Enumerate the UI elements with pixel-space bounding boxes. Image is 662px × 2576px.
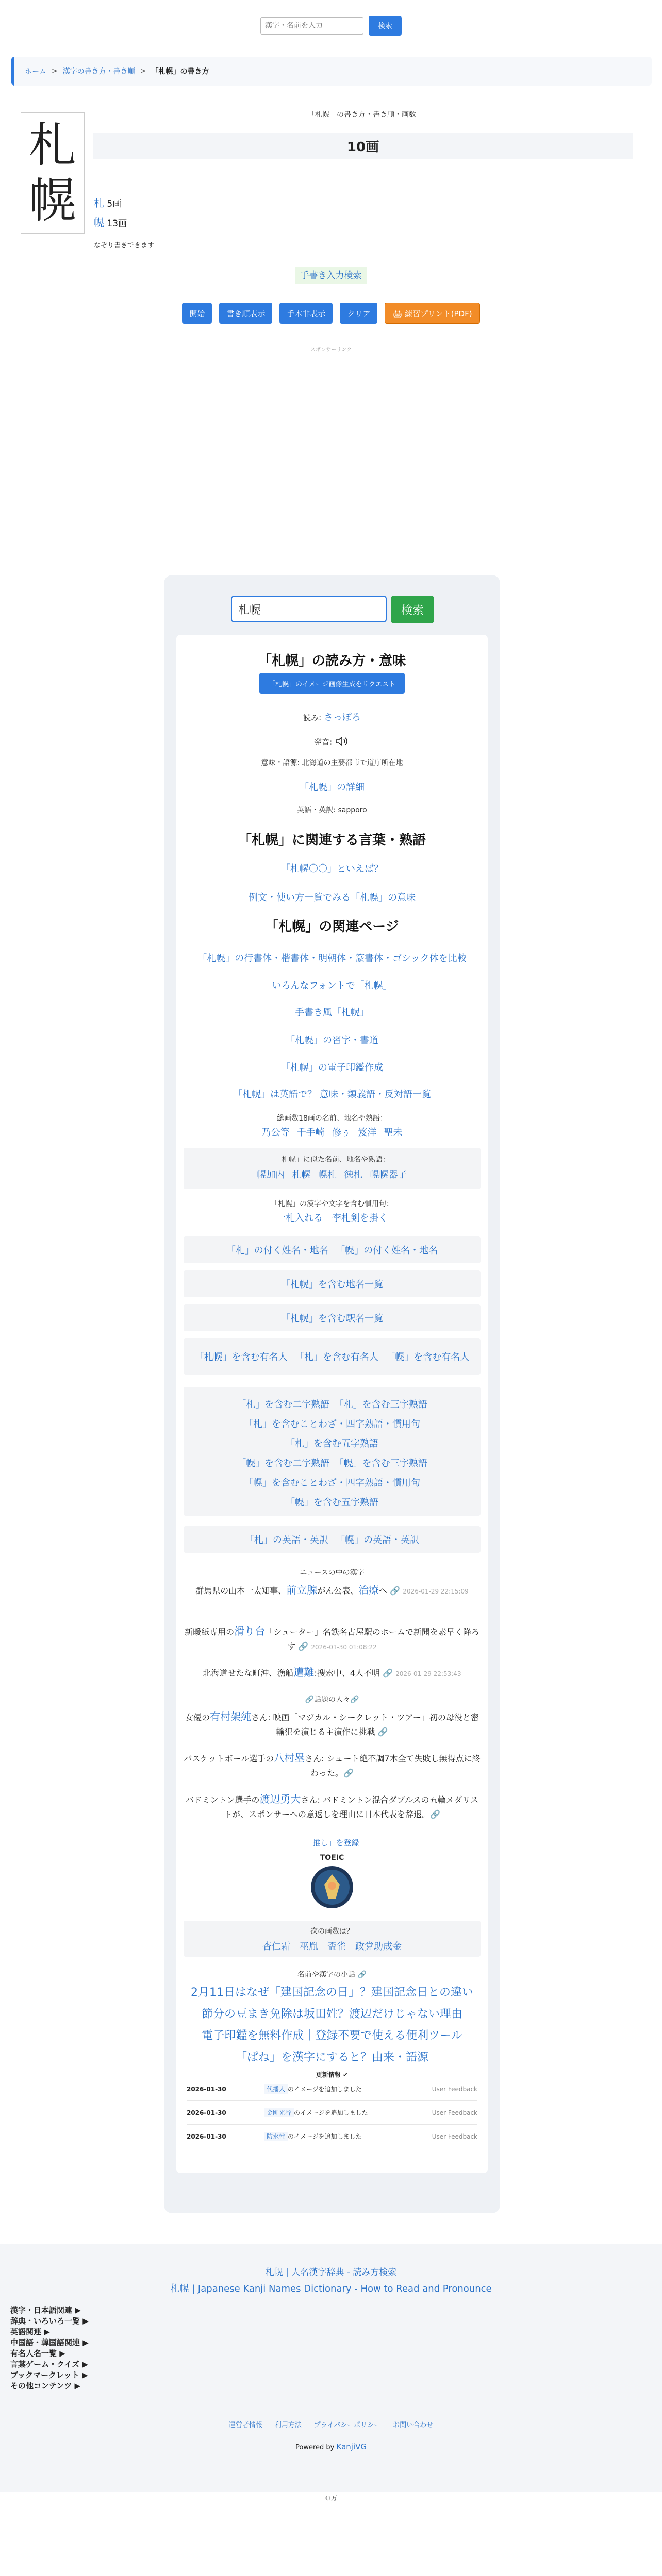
novel-link[interactable]: 「ぱね」を漢字にすると？由来・語源 [235, 2051, 428, 2064]
reading-label: 読み: [303, 713, 322, 722]
pages-title: 「札幌」の関連ページ [265, 919, 399, 935]
sponsor-label: スポンサーリンク [310, 347, 352, 353]
people-link[interactable]: 有村架純 [210, 1710, 252, 1723]
image-request-button[interactable]: 「札幌」のイメージ画像生成をリクエスト [259, 673, 405, 694]
powered-link[interactable]: KanjiVG [336, 2442, 367, 2451]
jukugo-link[interactable]: 「札」を含む二字熟語 [237, 1399, 330, 1410]
meaning: 意味・語源: 北海道の主要都市で道庁所在地 [261, 759, 403, 767]
page-link[interactable]: 「札幌」の行書体・楷書体・明朝体・篆書体・ゴシック体を比較 [197, 953, 467, 964]
result-card [176, 635, 488, 2173]
top-search-bar [0, 0, 662, 52]
start-button[interactable]: 開始 [182, 303, 212, 324]
similar-link[interactable]: 徳札 [344, 1170, 363, 1180]
name-link[interactable]: 修ぅ [332, 1127, 351, 1138]
top-search-button[interactable]: 検索 [369, 16, 402, 36]
english-link[interactable]: 「札」の英語・英訳 [244, 1535, 328, 1546]
update-desc: のイメージを追加しました [294, 2109, 368, 2116]
famous-row [184, 1350, 481, 1363]
people-link[interactable]: 八村塁 [274, 1752, 305, 1764]
jukugo-link[interactable]: 「札」を含む五字熟語 [286, 1438, 378, 1449]
update-row [187, 2101, 477, 2125]
famous-link[interactable]: 「札」を含む有名人 [295, 1352, 378, 1363]
powered-label: Powered by [295, 2444, 335, 2451]
news-timestamp: 2026-01-30 01:08:22 [311, 1643, 377, 1651]
footer-link-privacy[interactable]: プライバシーポリシー [313, 2421, 381, 2429]
footer-links [0, 2419, 662, 2429]
kanji-link-1[interactable]: 札 [94, 197, 104, 209]
news-keyword-link[interactable]: 前立腺 [286, 1584, 318, 1596]
reading-link[interactable]: さっぽろ [323, 712, 361, 723]
stroke-total: 10画 [93, 133, 633, 159]
news-item [184, 1665, 481, 1681]
english: 英語・英訳: sapporo [297, 806, 367, 815]
card-search-input[interactable] [231, 596, 387, 622]
name-link[interactable]: 乃公等 [261, 1127, 290, 1138]
people-text: 女優の [185, 1713, 210, 1722]
station-list-link[interactable]: 「札幌」を含む駅名一覧 [281, 1313, 383, 1324]
kanji-count-2: 13画 [107, 218, 127, 229]
people-label: 🔗話題の人々🔗 [305, 1696, 359, 1704]
page-link-row [176, 1033, 488, 1046]
reading-title: 「札幌」の読み方・意味 [258, 653, 406, 669]
jukugo-link[interactable]: 「幌」を含む三字熟語 [334, 1458, 427, 1469]
breadcrumb-list[interactable]: 漢字の書き方・書き順 [62, 67, 135, 76]
powered-by [0, 2442, 662, 2451]
people-text: さん: シュート絶不調7本全て失敗し無得点に終わった。🔗 [305, 1754, 481, 1778]
clear-button[interactable]: クリア [340, 303, 377, 324]
q2-link[interactable]: 例文・使い方一覧でみる「札幌」の意味 [249, 892, 416, 903]
update-desc: のイメージを追加しました [288, 2133, 362, 2140]
footer-site-link-en[interactable]: 札幌 | Japanese Kanji Names Dictionary - How to Read and Pronounce [170, 2283, 492, 2294]
handwrite-search-link[interactable]: 手書き入力検索 [295, 267, 367, 284]
update-desc: のイメージを追加しました [288, 2086, 362, 2093]
news-item [184, 1583, 481, 1599]
detail-row [176, 780, 488, 793]
jukugo-link[interactable]: 「幌」を含む五字熟語 [286, 1497, 378, 1508]
people-text: さん: 映画「マジカル・シークレット・ツアー」初の母役と密輸犯を演じる主演作に挑戦 🔗 [251, 1713, 479, 1737]
news-timestamp: 2026-01-29 22:15:09 [403, 1588, 469, 1595]
page-link[interactable]: 「札幌」の電子印鑑作成 [281, 1062, 383, 1073]
people-text: バスケットボール選手の [184, 1754, 274, 1764]
jukugo-list [184, 1395, 481, 1513]
people-link[interactable]: 渡辺勇大 [259, 1793, 301, 1805]
footer-site-link[interactable]: 札幌 | 人名漢字辞典 - 読み方検索 [265, 2267, 397, 2278]
news-text: 北海道せたな町沖、漁船 [203, 1668, 294, 1678]
page-link[interactable]: いろんなフォントで「札幌」 [272, 980, 392, 991]
famous-link[interactable]: 「札幌」を含む有名人 [194, 1352, 288, 1363]
update-tag-link[interactable]: 代播人 [264, 2084, 288, 2094]
name-link[interactable]: 聖未 [384, 1127, 403, 1138]
pronunciation-label: 発音: [314, 737, 333, 747]
name-link[interactable]: 千手崎 [296, 1127, 325, 1138]
footer-line-2 [0, 2281, 662, 2295]
page-link[interactable]: 手書き風「札幌」 [295, 1007, 369, 1018]
result-panel [164, 575, 500, 2213]
breadcrumb-separator: > [140, 67, 146, 75]
stroke-controls [0, 303, 662, 324]
similar-link[interactable]: 幌札 [318, 1170, 337, 1180]
q1-row [176, 861, 488, 875]
similar-link[interactable]: 札幌 [292, 1170, 311, 1180]
famous-link[interactable]: 「幌」を含む有名人 [386, 1352, 470, 1363]
update-row [187, 2077, 477, 2101]
update-user: User Feedback [432, 2132, 477, 2140]
oshi-register-link[interactable]: 「推し」を登録 [305, 1838, 359, 1848]
trace-dash: – [94, 232, 97, 240]
kanji-row-2 [94, 214, 127, 229]
phrase-row [176, 1211, 488, 1224]
copyright: ©万 [324, 2495, 337, 2502]
footer-category[interactable]: 辞典・いろいろ一覧 ▶ [10, 2316, 89, 2326]
jukugo-box [184, 1387, 481, 1516]
update-text [264, 2132, 427, 2141]
footer-category[interactable]: 言葉ゲーム・クイズ ▶ [10, 2360, 88, 2369]
detail-link[interactable]: 「札幌」の詳細 [300, 782, 365, 793]
people-item [184, 1709, 481, 1739]
footer [0, 2244, 662, 2492]
place-box [184, 1270, 481, 1297]
hide-model-button[interactable]: 手本非表示 [279, 303, 333, 324]
page-link-row [176, 1005, 488, 1019]
kanji-glyph-1: 札 [28, 117, 76, 173]
footer-link-about[interactable]: 運営者情報 [228, 2421, 262, 2429]
place-list-link[interactable]: 「札幌」を含む地名一覧 [281, 1279, 383, 1290]
related-title: 「札幌」に関連する言葉・熟語 [238, 833, 426, 848]
update-date: 2026-01-30 [187, 2085, 226, 2093]
top-search-input[interactable] [260, 17, 363, 35]
breadcrumb [11, 57, 652, 86]
novel-row [176, 1984, 488, 1999]
reading-row [176, 710, 488, 723]
news-item [184, 1624, 481, 1654]
pronunciation-row [176, 736, 488, 749]
card-search [231, 596, 434, 623]
famous-box [184, 1338, 481, 1375]
update-tag-link[interactable]: 防水性 [264, 2132, 288, 2141]
novel-row [176, 2005, 488, 2021]
update-text [264, 2084, 427, 2093]
novel-link[interactable]: 電子印鑑を無料作成｜登録不要で使える便利ツール [202, 2029, 462, 2042]
news-text: 「シューター」名鉄名古屋駅のホームで新聞を素早く降ろす 🔗 [265, 1627, 479, 1651]
q2-row [176, 890, 488, 904]
trace-note [94, 232, 154, 250]
kanji-glyph-2: 幌 [28, 173, 76, 229]
phrase-label: 「札幌」の漢字や文字を含む慣用句： [271, 1200, 393, 1208]
update-text [264, 2108, 427, 2117]
breadcrumb-home[interactable]: ホーム [25, 67, 46, 76]
jukugo-link[interactable]: 「幌」を含むことわざ・四字熟語・慣用句 [244, 1478, 420, 1488]
update-user: User Feedback [432, 2085, 477, 2093]
kanji-count-1: 5画 [107, 199, 122, 209]
update-date: 2026-01-30 [187, 2109, 226, 2116]
people-text: バドミントン選手の [185, 1795, 260, 1805]
page-link-row [176, 978, 488, 992]
trace-note-text: なぞり書きできます [94, 242, 155, 249]
names-row [184, 1243, 481, 1257]
footer-category[interactable]: 漢字・日本語関連 ▶ [10, 2306, 81, 2315]
similar-link[interactable]: 幌加内 [257, 1170, 285, 1180]
kanji-row-1 [94, 195, 121, 210]
handwrite-search [0, 268, 662, 281]
news-label: ニュースの中の漢字 [300, 1569, 365, 1577]
request-wrap [176, 673, 488, 694]
breadcrumb-separator: > [52, 67, 58, 75]
news-keyword-link[interactable]: 遭難 [293, 1666, 315, 1679]
next-label: 次の画数は？ [310, 1927, 354, 1936]
phrase-link[interactable]: 一札入れる 李札剣を掛く [276, 1213, 388, 1224]
footer-line-1 [0, 2265, 662, 2278]
news-text: 群馬県の山本一太知事、 [195, 1586, 287, 1596]
footer-category[interactable]: その他コンテンツ ▶ [10, 2381, 81, 2391]
updates-label: 更新情報 ✔ [316, 2071, 349, 2078]
print-pdf-button[interactable]: 🖨 練習プリント(PDF) [385, 303, 479, 324]
news-keyword-link[interactable]: 治療 [358, 1584, 379, 1596]
toeic-badge-icon[interactable] [310, 1865, 354, 1911]
footer-categories [10, 2305, 89, 2392]
toeic-label: TOEIC [320, 1854, 344, 1862]
page-link[interactable]: 「札幌」は英語で？ 意味・類義語・反対語一覧 [233, 1089, 431, 1100]
stroke-title: 「札幌」の書き方・書き順・画数 [308, 111, 416, 119]
similar-box [184, 1148, 481, 1189]
page-link-row [176, 1087, 488, 1100]
news-keyword-link[interactable]: 滑り台 [234, 1625, 266, 1637]
next-box [184, 1921, 481, 1957]
jukugo-link[interactable]: 「札」を含むことわざ・四字熟語・慣用句 [244, 1419, 420, 1430]
footer-category[interactable]: ブックマークレット ▶ [10, 2370, 88, 2380]
update-row [187, 2125, 477, 2148]
card-search-button[interactable]: 検索 [391, 596, 434, 623]
footer-link-contact[interactable]: お問い合わせ [393, 2421, 434, 2429]
novel-row [176, 2048, 488, 2064]
update-tag-link[interactable]: 金剛光谷 [264, 2108, 294, 2117]
similar-link[interactable]: 幌幌器子 [370, 1170, 407, 1180]
kanji-header [0, 104, 662, 295]
q1-link[interactable]: 「札幌〇〇」といえば？ [281, 863, 383, 874]
page-link[interactable]: 「札幌」の習字・書道 [286, 1035, 378, 1046]
update-user: User Feedback [432, 2109, 477, 2116]
news-text: 新暖紙専用の [185, 1627, 235, 1637]
similar-list [184, 1167, 481, 1181]
next-link[interactable]: 杏仁霜 巫胤 盃雀 政党助成金 [262, 1941, 402, 1952]
speaker-icon[interactable] [335, 736, 350, 749]
breadcrumb-current: 「札幌」の書き方 [151, 67, 209, 76]
page-link-row [176, 951, 488, 964]
oshi-row [176, 1837, 488, 1848]
name-link[interactable]: 笈洋 [358, 1127, 377, 1138]
novel-label: 名前や漢字の小話 🔗 [297, 1971, 367, 1979]
english-box [184, 1526, 481, 1553]
name-kanji-link[interactable]: 「幌」の付く姓名・地名 [336, 1245, 438, 1256]
footer-category[interactable]: 中国語・韓国語関連 ▶ [10, 2338, 89, 2347]
people-item [184, 1792, 481, 1822]
jukugo-link[interactable]: 「幌」を含む二字熟語 [237, 1458, 330, 1469]
total-names-label: 総画数18画の名前、地名や熟語： [277, 1114, 387, 1123]
footer-link-usage[interactable]: 利用方法 [274, 2421, 302, 2429]
news-timestamp: 2026-01-29 22:53:43 [395, 1670, 461, 1677]
show-order-button[interactable]: 書き順表示 [219, 303, 272, 324]
people-item [184, 1751, 481, 1781]
jukugo-link[interactable]: 「札」を含む三字熟語 [334, 1399, 427, 1410]
toeic-badge-wrap [176, 1865, 488, 1911]
news-text: :搜索中、4人不明 🔗 [314, 1668, 393, 1678]
english-link[interactable]: 「幌」の英語・英訳 [336, 1535, 420, 1546]
novel-link[interactable]: 2月11日はなぜ「建国記念の日」？建国記念日との違い [191, 1986, 473, 1999]
novel-row [176, 2027, 488, 2043]
update-date: 2026-01-30 [187, 2132, 226, 2140]
novel-link[interactable]: 節分の豆まき免除は坂田姓？渡辺だけじゃない理由 [201, 2008, 462, 2021]
updates-list [187, 2077, 477, 2148]
names-box [184, 1236, 481, 1263]
news-text: へ 🔗 [379, 1586, 401, 1596]
station-box [184, 1304, 481, 1331]
page-link-row [176, 1060, 488, 1074]
news-text: がん公表、 [317, 1586, 359, 1596]
name-kanji-link[interactable]: 「札」の付く姓名・地名 [226, 1245, 328, 1256]
footer-category[interactable]: 有名人名一覧 ▶ [10, 2349, 65, 2358]
kanji-link-2[interactable]: 幌 [94, 216, 104, 229]
similar-label: 「札幌」に似た名前、地名や熟語： [274, 1156, 390, 1164]
stroke-canvas[interactable] [21, 112, 85, 234]
people-text: さん: バドミントン混合ダブルスの五輪メダリストが、スポンサーへの意返しを理由に日本代表を辞退。🔗 [224, 1795, 479, 1819]
footer-category[interactable]: 英語関連 ▶ [10, 2327, 50, 2336]
total-names [176, 1125, 488, 1139]
